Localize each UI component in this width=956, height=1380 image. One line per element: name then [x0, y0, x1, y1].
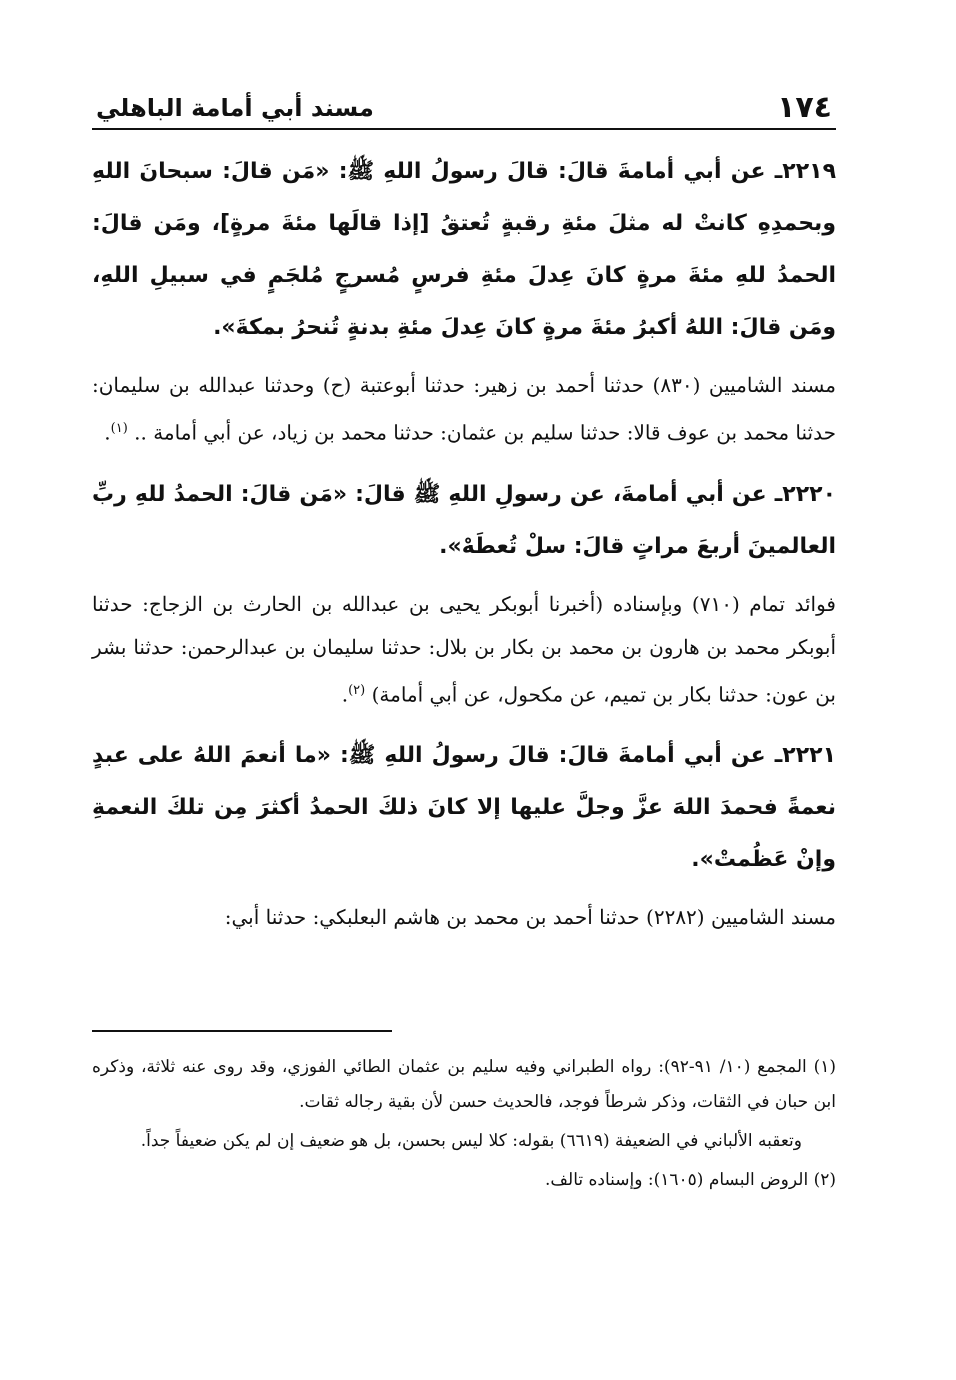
hadith-2220	[92, 469, 836, 573]
page-header	[92, 88, 836, 128]
source-text: مسند الشاميين (٨٣٠) حدثنا أحمد بن زهير: حدثنا أبوعتبة (ح) وحدثنا عبدالله بن سليمان: حدثنا محمد بن عوف قالا: حدثنا سليم بن عثمان: حدثنا محمد بن زياد، عن أبي أمامة ..	[92, 373, 837, 445]
footnotes	[92, 1050, 836, 1202]
hadith-2219	[92, 146, 836, 354]
footnote-ref-2[interactable]: (٢)	[348, 682, 366, 698]
header-rule	[92, 128, 836, 130]
source-2221	[92, 896, 836, 939]
footnote-ref-1[interactable]: (١)	[110, 421, 128, 436]
source-2220: فوائد تمام (٧١٠) وبإسناده (أخبرنا أبوبكر يحيى بن عبدالله بن الحارث بن الزجاج: حدثنا أبوبكر محمد بن هارون بن محمد بن بكار بن بلال: حدثنا سليمان بن عبدالرحمن: حدثنا بشر بن عون: حدثنا بكار بن تميم، عن مكحول، عن أبي أمامة) $^{(٢)}$.	[92, 591, 836, 707]
source-2219: مسند الشاميين (٨٣٠) حدثنا أحمد بن زهير: حدثنا أبوعتبة (ح) وحدثنا عبدالله بن سليمان: حدثنا محمد بن عوف قالا: حدثنا سليم بن عثمان: حدثنا محمد بن زياد، عن أبي أمامة .. $^{(١)}$.	[92, 373, 837, 445]
main-text	[92, 146, 836, 953]
book-page	[92, 0, 836, 1380]
source-text: فوائد تمام (٧١٠) وبإسناده (أخبرنا أبوبكر يحيى بن عبدالله بن الحارث بن الزجاج: حدثنا أبوبكر محمد بن هارون بن محمد بن بكار بن بلال: حدثنا سليمان بن عبدالرحمن: حدثنا بشر بن عون: حدثنا بكار بن تميم، عن مكحول، عن أبي أمامة)	[92, 591, 836, 707]
hadith-text: ٢٢١٩ـ عن أبي أمامةَ قالَ: قالَ رسولُ اللهِ ﷺ: «مَن قالَ: سبحانَ اللهِ وبحمدِهِ كانتْ له مثلَ مئةِ رقبةٍ تُعتقُ [إذا قالَها مئةَ مرةٍ]، ومَن قالَ: الحمدُ للهِ مئةَ مرةٍ كانَ عِدلَ مئةِ فرسٍ مُسرجٍ مُلجَمٍ في سبيلِ اللهِ، ومَن قالَ: اللهُ أكبرُ مئةَ مرةٍ كانَ عِدلَ مئةِ بدنةٍ تُنحرُ بمكةَ».	[92, 159, 836, 340]
page-number: ١٧٤	[777, 90, 832, 125]
hadith-2221	[92, 730, 836, 886]
footnote-2: (٢) الروض البسام (١٦٠٥): وإسناده تالف.	[545, 1170, 836, 1190]
footnote-rule	[92, 1030, 392, 1032]
source-text: مسند الشاميين (٢٢٨٢) حدثنا أحمد بن محمد بن هاشم البعلبكي: حدثنا أبي:	[224, 905, 836, 930]
hadith-text: ٢٢٢٠ـ عن أبي أمامةَ، عن رسولِ اللهِ ﷺ قالَ: «مَن قالَ: الحمدُ للهِ ربِّ العالمينَ أربعَ مراتٍ قالَ: سلْ تُعطَهْ».	[92, 481, 836, 559]
footnote-1-continuation: وتعقبه الألباني في الضعيفة (٦٦١٩) بقوله: كلا ليس بحسن، بل هو ضعيف إن لم يكن ضعيفاً جداً.	[140, 1131, 802, 1151]
hadith-text: ٢٢٢١ـ عن أبي أمامةَ قالَ: قالَ رسولُ اللهِ ﷺ: «ما أنعمَ اللهُ على عبدٍ نعمةً فحمدَ اللهَ عزَّ وجلَّ عليها إلا كانَ ذلكَ الحمدُ أكثرَ مِن تلكَ النعمةِ وإنْ عَظُمتْ».	[92, 743, 836, 873]
footnote-1: (١) المجمع (١٠/ ٩١-٩٢): رواه الطبراني وفيه سليم بن عثمان الطائي الفوزي، وقد روى عنه ثلاثة، وذكره ابن حبان في الثقات، وذكر شرطاً فوجد، فالحديث حسن لأن بقية رجاله ثقات.	[92, 1057, 837, 1112]
running-title: مسند أبي أمامة الباهلي	[96, 94, 374, 122]
